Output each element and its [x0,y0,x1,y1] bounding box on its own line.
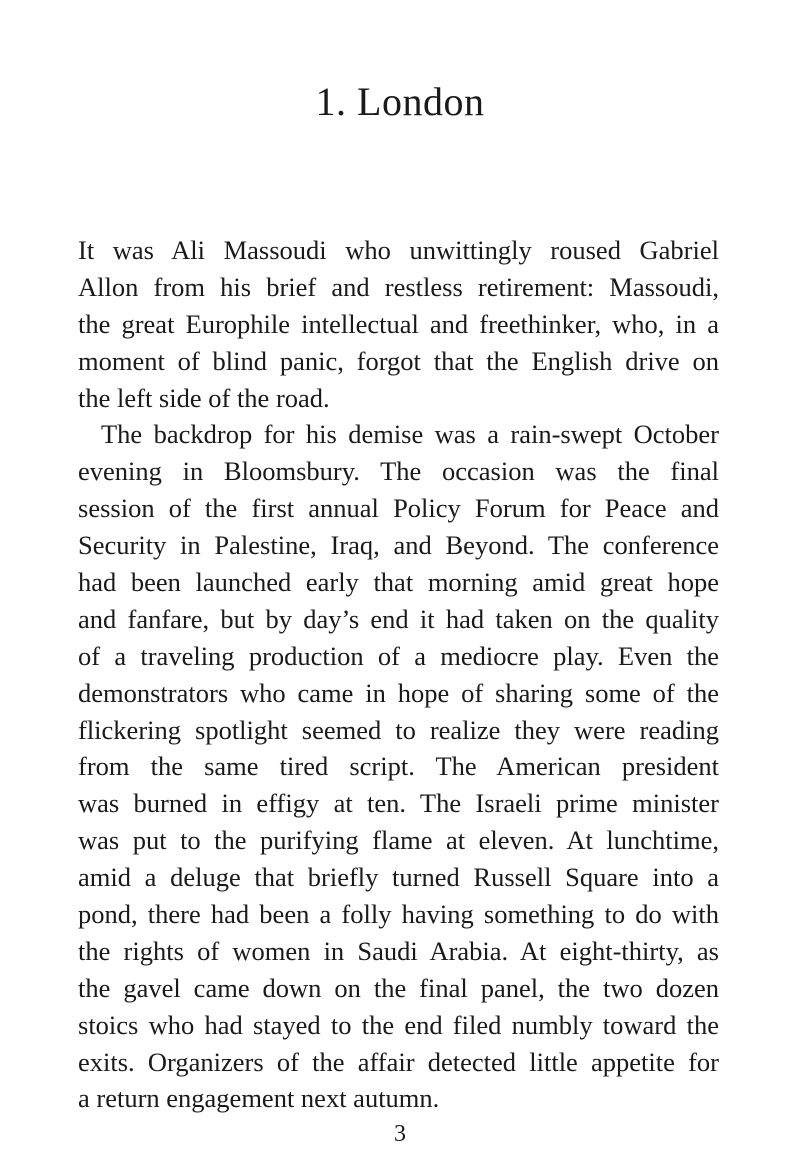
text-line: amid a deluge that briefly turned Russell Square into a [78,862,719,893]
text-line: Allon from his brief and restless retirement: Massoudi, [78,271,719,302]
paragraph-2 [78,416,719,1117]
text-line: Security in Palestine, Iraq, and Beyond. The conference [78,530,719,561]
text-line: was put to the purifying flame at eleven. At lunchtime, [78,825,719,856]
text-line: the left side of the road. [78,382,330,413]
text-line: of a traveling production of a mediocre play. Even the [78,640,719,671]
text-line: exits. Organizers of the affair detected little appetite for [78,1046,719,1077]
text-line: It was Ali Massoudi who unwittingly roused Gabriel [78,235,719,265]
text-line: session of the first annual Policy Forum for Peace and [78,493,719,524]
text-line: the great Europhile intellectual and freethinker, who, in a [78,308,719,339]
text-line: and fanfare, but by day’s end it had taken on the quality [78,603,719,634]
body-text [78,232,719,1117]
text-line: evening in Bloomsbury. The occasion was the final [78,456,719,487]
text-line: flickering spotlight seemed to realize they were reading [78,714,719,745]
text-line: stoics who had stayed to the end filed numbly toward the [78,1009,719,1040]
paragraph-1 [78,232,719,416]
text-line: pond, there had been a folly having something to do with [78,899,719,930]
text-line: moment of blind panic, forgot that the English drive on [78,345,719,376]
text-line: was burned in effigy at ten. The Israeli prime minister [78,788,719,819]
text-line: The backdrop for his demise was a rain-swept October [101,419,719,450]
text-line: a return engagement next autumn. [78,1083,440,1114]
text-line: had been launched early that morning amid great hope [78,567,719,598]
text-line: from the same tired script. The American president [78,751,719,782]
text-line: the rights of women in Saudi Arabia. At eight-thirty, as [78,935,719,966]
text-line: the gavel came down on the final panel, the two dozen [78,972,719,1003]
page-number: 3 [394,1121,406,1147]
chapter-title: 1. London [315,79,485,124]
text-line: demonstrators who came in hope of sharing some of the [78,677,719,708]
